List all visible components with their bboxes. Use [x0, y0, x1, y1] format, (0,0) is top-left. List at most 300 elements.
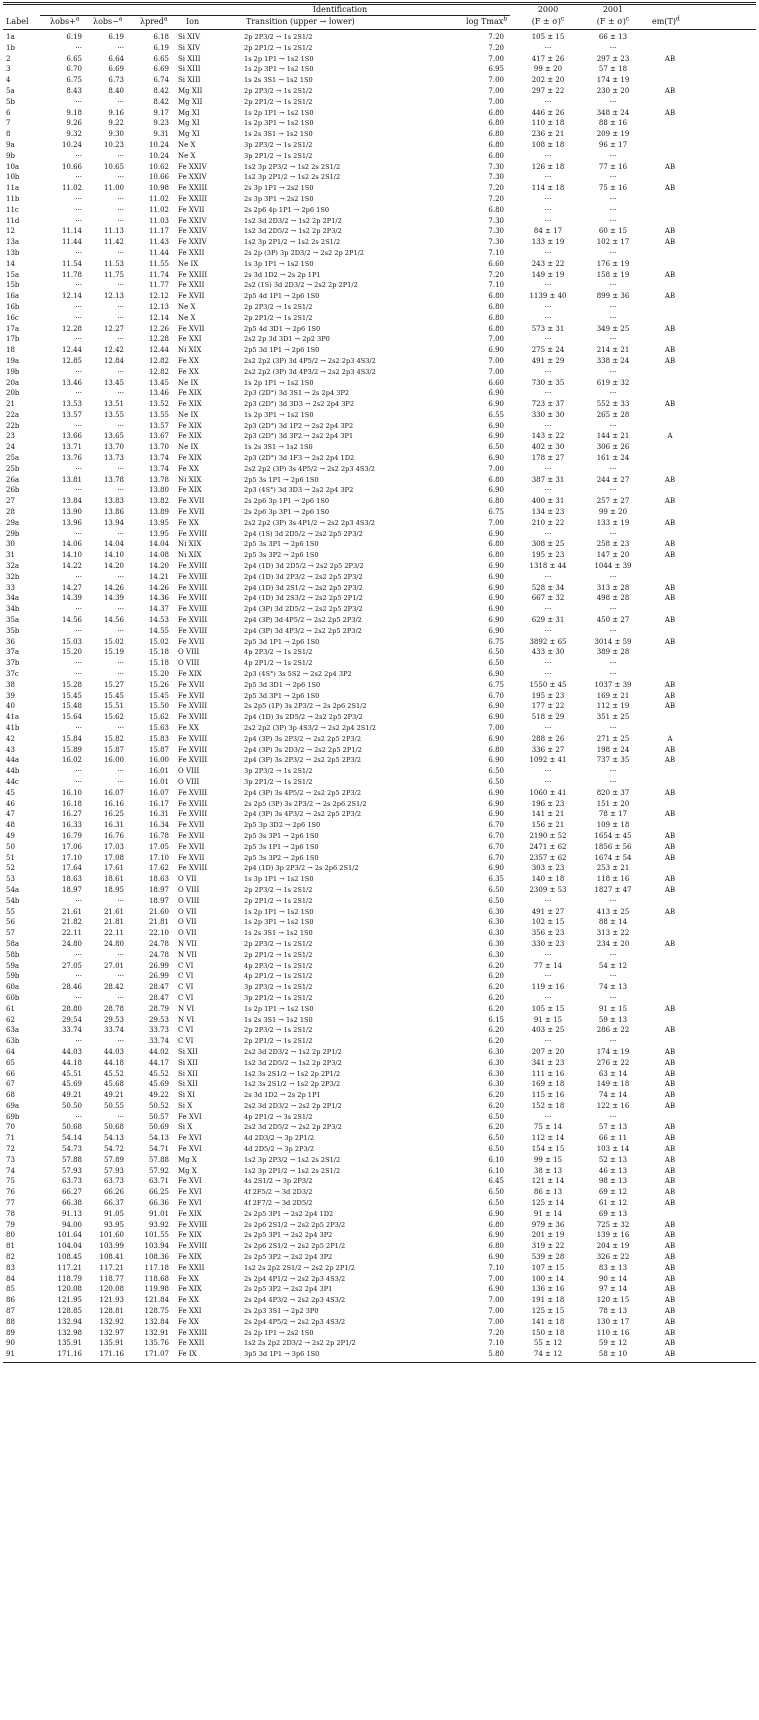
cell-transition: 4p 2P1/2 → 1s 2S1/2: [244, 659, 313, 668]
cell-transition: 2p5 3d 3D1 → 2p6 1S0: [244, 680, 321, 689]
cell-flux-2001: 725 ± 32: [596, 1220, 630, 1229]
cell-obs-plus: 66.38: [61, 1199, 82, 1208]
cell-logt: 6.50: [488, 1145, 504, 1154]
cell-label: 1b: [6, 43, 15, 52]
cell-flux-2001: 450 ± 27: [596, 616, 630, 625]
cell-em: AB: [664, 1188, 676, 1197]
cell-logt: 6.20: [488, 1037, 504, 1046]
cell-em: AB: [664, 788, 676, 797]
cell-obs-minus: ···: [117, 605, 124, 614]
cell-ion: Fe XX: [178, 464, 199, 473]
cell-transition: 1s 2p 3P1 → 1s2 1S0: [244, 65, 314, 74]
cell-em: AB: [664, 54, 676, 63]
cell-label: 89: [6, 1328, 15, 1337]
table-row: [0, 561, 759, 572]
table-body: [0, 32, 759, 1360]
cell-obs-plus: 63.73: [61, 1177, 82, 1186]
table-row: [0, 356, 759, 367]
cell-obs-plus: ···: [75, 97, 82, 106]
cell-obs-plus: 13.53: [61, 400, 82, 409]
table-row: [0, 75, 759, 86]
cell-transition: 1s2 3p 2P3/2 → 1s2 2s 2S1/2: [244, 162, 341, 171]
table-row: [0, 961, 759, 972]
cell-logt: 7.00: [488, 76, 504, 85]
cell-obs-plus: 16.79: [61, 831, 82, 840]
cell-pred: 17.05: [148, 842, 169, 851]
cell-flux-2000: 3892 ± 65: [529, 637, 567, 646]
cell-transition: 1s2 3p 2P1/2 → 1s2 2s 2S1/2: [244, 238, 341, 247]
cell-logt: 6.70: [488, 821, 504, 830]
table-row: [0, 723, 759, 734]
cell-pred: 16.01: [148, 767, 169, 776]
cell-logt: 6.30: [488, 1080, 504, 1089]
cell-transition: 2p4 (1D) 3d 2D5/2 → 2s2 2p5 2P3/2: [244, 562, 364, 571]
cell-flux-2001: 1654 ± 45: [594, 831, 632, 840]
cell-pred: 108.36: [144, 1253, 169, 1262]
cell-flux-2000: 154 ± 15: [531, 1145, 565, 1154]
cell-flux-2001: 122 ± 16: [596, 1101, 630, 1110]
cell-label: 50: [6, 842, 15, 851]
cell-ion: Fe XXII: [178, 1263, 205, 1272]
cell-transition: 2p4 (1D) 3d 2P3/2 → 2s2 2p5 2P3/2: [244, 572, 363, 581]
cell-label: 63a: [6, 1026, 20, 1035]
cell-obs-plus: 13.84: [61, 497, 82, 506]
table-row: [0, 237, 759, 248]
cell-flux-2000: ···: [544, 281, 552, 290]
cell-flux-2000: ···: [544, 205, 552, 214]
cell-obs-minus: 63.73: [103, 1177, 124, 1186]
cell-logt: 6.20: [488, 1026, 504, 1035]
cell-obs-plus: 17.06: [61, 842, 82, 851]
cell-label: 29a: [6, 518, 20, 527]
cell-logt: 6.20: [488, 961, 504, 970]
cell-obs-plus: 21.82: [61, 918, 82, 927]
table-row: [0, 378, 759, 389]
cell-label: 44c: [6, 777, 19, 786]
cell-logt: 5.80: [488, 1350, 504, 1359]
cell-pred: 93.92: [148, 1220, 169, 1229]
cell-obs-minus: 14.39: [103, 594, 124, 603]
table-row: [0, 54, 759, 65]
cell-em: AB: [664, 907, 676, 916]
cell-flux-2001: 338 ± 24: [596, 356, 630, 365]
cell-transition: 1s 2s 3S1 → 1s2 1S0: [244, 130, 313, 139]
cell-flux-2001: 214 ± 21: [596, 346, 630, 355]
cell-label: 38: [6, 680, 15, 689]
cell-logt: 6.20: [488, 1091, 504, 1100]
cell-obs-minus: ···: [117, 367, 124, 376]
cell-flux-2001: 110 ± 16: [596, 1328, 630, 1337]
cell-flux-2000: 330 ± 30: [531, 410, 565, 419]
table-row: [0, 43, 759, 54]
cell-ion: Fe XVIII: [178, 572, 208, 581]
cell-obs-minus: 12.27: [103, 324, 124, 333]
cell-flux-2001: 52 ± 13: [598, 1155, 628, 1164]
cell-label: 9a: [6, 140, 15, 149]
table-row: [0, 1284, 759, 1295]
cell-transition: 2p 2P1/2 → 1s 2S1/2: [244, 1037, 313, 1046]
cell-obs-minus: 57.93: [103, 1166, 124, 1175]
cell-flux-2000: 1060 ± 41: [529, 788, 567, 797]
cell-obs-minus: ···: [117, 1112, 124, 1121]
cell-obs-minus: ···: [117, 281, 124, 290]
cell-label: 76: [6, 1188, 15, 1197]
cell-obs-plus: 18.97: [61, 885, 82, 894]
flux-2000-heading: $(F \pm \sigma)^c$: [531, 15, 565, 26]
cell-logt: 7.30: [488, 227, 504, 236]
cell-flux-2000: ···: [544, 1037, 552, 1046]
cell-obs-plus: 121.95: [57, 1296, 82, 1305]
cell-label: 4: [6, 76, 11, 85]
cell-ion: Fe XX: [178, 1274, 199, 1283]
cell-obs-plus: 14.06: [61, 540, 82, 549]
cell-obs-minus: 12.13: [103, 292, 124, 301]
cell-obs-plus: 11.02: [61, 184, 82, 193]
cell-transition: 2p4 (1D) 3d 2S3/2 → 2s2 2p5 2P1/2: [244, 594, 363, 603]
cell-logt: 6.10: [488, 1166, 504, 1175]
cell-obs-plus: 16.27: [61, 810, 82, 819]
cell-flux-2001: 61 ± 12: [598, 1199, 628, 1208]
cell-transition: 2p 2P3/2 → 1s 2S1/2: [244, 885, 313, 894]
cell-transition: 1s 2p 1P1 → 1s2 1S0: [244, 378, 314, 387]
table-row: [0, 1155, 759, 1166]
cell-em: AB: [664, 551, 676, 560]
cell-label: 41a: [6, 713, 20, 722]
cell-obs-plus: 27.05: [61, 961, 82, 970]
cell-obs-minus: 13.78: [103, 475, 124, 484]
cell-transition: 2s 3p 1P1 → 2s2 1S0: [244, 184, 314, 193]
cell-pred: 45.52: [148, 1069, 169, 1078]
cell-transition: 2p4 (1S) 3d 2D5/2 → 2s2 2p5 2P3/2: [244, 529, 363, 538]
cell-obs-plus: ···: [75, 313, 82, 322]
cell-logt: 7.00: [488, 464, 504, 473]
table-row: [0, 1198, 759, 1209]
cell-ion: Fe XX: [178, 367, 199, 376]
cell-flux-2000: 121 ± 14: [531, 1177, 565, 1186]
cell-flux-2001: 151 ± 20: [596, 799, 630, 808]
cell-ion: Fe XVI: [178, 1188, 202, 1197]
cell-pred: 13.57: [148, 421, 169, 430]
cell-flux-2001: 1827 ± 47: [594, 885, 632, 894]
cell-obs-minus: ···: [117, 464, 124, 473]
cell-obs-plus: 50.68: [61, 1123, 82, 1132]
cell-obs-plus: 54.73: [61, 1145, 82, 1154]
cell-flux-2000: 99 ± 20: [533, 65, 563, 74]
cell-flux-2001: 98 ± 13: [598, 1177, 628, 1186]
cell-label: 78: [6, 1209, 15, 1218]
cell-logt: 6.50: [488, 659, 504, 668]
cell-obs-plus: 57.88: [61, 1155, 82, 1164]
cell-flux-2000: ···: [544, 313, 552, 322]
table-row: [0, 1209, 759, 1220]
cell-em: AB: [664, 702, 676, 711]
year-2000-heading: 2000: [537, 5, 559, 14]
bottom-rule: [3, 1362, 756, 1363]
cell-ion: O VIII: [178, 885, 200, 894]
cell-ion: Mg XI: [178, 130, 200, 139]
cell-transition: 1s 2p 1P1 → 1s2 1S0: [244, 54, 314, 63]
cell-flux-2000: 195 ± 23: [531, 551, 565, 560]
cell-ion: Si XI: [178, 1091, 196, 1100]
year-2001-heading: 2001: [602, 5, 624, 14]
cell-ion: Si XIV: [178, 43, 201, 52]
table-row: [0, 896, 759, 907]
cell-label: 65: [6, 1058, 15, 1067]
cell-logt: 6.50: [488, 896, 504, 905]
cell-obs-minus: 54.13: [103, 1134, 124, 1143]
cell-logt: 7.00: [488, 1317, 504, 1326]
table-row: [0, 162, 759, 173]
cell-ion: Fe XVII: [178, 637, 205, 646]
cell-flux-2000: ···: [544, 993, 552, 1002]
cell-flux-2001: 109 ± 18: [596, 821, 630, 830]
cell-logt: 7.00: [488, 97, 504, 106]
cell-flux-2000: 125 ± 14: [531, 1199, 565, 1208]
table-row: [0, 399, 759, 410]
cell-label: 29b: [6, 529, 20, 538]
table-row: [0, 86, 759, 97]
cell-transition: 4s 2S1/2 → 3p 2P3/2: [244, 1177, 313, 1186]
cell-flux-2001: 46 ± 13: [598, 1166, 628, 1175]
cell-pred: 50.69: [148, 1123, 169, 1132]
cell-obs-minus: ···: [117, 421, 124, 430]
cell-logt: 6.90: [488, 1285, 504, 1294]
cell-flux-2001: ···: [609, 993, 617, 1002]
cell-pred: 13.70: [148, 443, 169, 452]
pred-heading: λpred$^a$: [140, 15, 168, 26]
cell-flux-2001: ···: [609, 950, 617, 959]
cell-obs-minus: 13.83: [103, 497, 124, 506]
cell-em: AB: [664, 583, 676, 592]
table-row: [0, 1036, 759, 1047]
cell-flux-2000: ···: [544, 216, 552, 225]
cell-flux-2000: 195 ± 23: [531, 691, 565, 700]
table-row: [0, 799, 759, 810]
cell-logt: 6.50: [488, 767, 504, 776]
cell-pred: 11.02: [148, 194, 169, 203]
cell-flux-2001: 174 ± 19: [596, 76, 630, 85]
cell-obs-minus: 13.94: [103, 518, 124, 527]
cell-transition: 2p 2P1/2 → 1s 2S1/2: [244, 313, 313, 322]
cell-obs-minus: 66.26: [103, 1188, 124, 1197]
cell-logt: 6.50: [488, 1134, 504, 1143]
table-row: [0, 1025, 759, 1036]
cell-flux-2000: 108 ± 18: [531, 140, 565, 149]
cell-flux-2001: 74 ± 13: [598, 983, 628, 992]
cell-label: 32a: [6, 562, 20, 571]
cell-pred: 13.82: [148, 497, 169, 506]
cell-ion: Ne IX: [178, 443, 199, 452]
cell-obs-plus: 6.75: [66, 76, 82, 85]
cell-transition: 4d 2D5/2 → 3p 2P3/2: [244, 1145, 315, 1154]
table-row: [0, 658, 759, 669]
cell-ion: Fe XVI: [178, 1199, 202, 1208]
cell-logt: 6.90: [488, 864, 504, 873]
cell-flux-2000: ···: [544, 151, 552, 160]
cell-obs-plus: 50.50: [61, 1101, 82, 1110]
table-row: [0, 1166, 759, 1177]
cell-flux-2001: 118 ± 16: [596, 875, 630, 884]
table-row: [0, 604, 759, 615]
cell-em: AB: [664, 292, 676, 301]
table-row: [0, 248, 759, 259]
cell-flux-2001: 286 ± 22: [596, 1026, 630, 1035]
cell-label: 72: [6, 1145, 15, 1154]
cell-flux-2001: 139 ± 16: [596, 1231, 630, 1240]
cell-obs-plus: ···: [75, 777, 82, 786]
table-row: [0, 1220, 759, 1231]
cell-transition: 4f 2F5/2 → 3d 2D3/2: [244, 1188, 313, 1197]
cell-obs-minus: ···: [117, 389, 124, 398]
cell-em: AB: [664, 1145, 676, 1154]
cell-em: AB: [664, 616, 676, 625]
cell-obs-minus: 12.42: [103, 346, 124, 355]
cell-label: 25a: [6, 454, 20, 463]
cell-obs-minus: ···: [117, 972, 124, 981]
cell-obs-plus: 28.46: [61, 983, 82, 992]
cell-flux-2000: ···: [544, 777, 552, 786]
cell-pred: 28.47: [148, 993, 169, 1002]
cell-flux-2001: ···: [609, 173, 617, 182]
cell-transition: 2p4 (3P) 3s 2D3/2 → 2s2 2p5 2P1/2: [244, 745, 362, 754]
cell-flux-2000: 402 ± 30: [531, 443, 565, 452]
cell-logt: 6.50: [488, 443, 504, 452]
cell-flux-2000: 99 ± 15: [533, 1155, 563, 1164]
cell-ion: Fe XVII: [178, 831, 205, 840]
cell-logt: 6.75: [488, 680, 504, 689]
cell-logt: 6.30: [488, 1069, 504, 1078]
cell-obs-minus: 21.61: [103, 907, 124, 916]
cell-logt: 7.10: [488, 1339, 504, 1348]
cell-ion: Fe XVIII: [178, 713, 208, 722]
cell-logt: 7.20: [488, 194, 504, 203]
cell-logt: 6.80: [488, 205, 504, 214]
cell-em: AB: [664, 691, 676, 700]
cell-obs-minus: ···: [117, 216, 124, 225]
cell-label: 34a: [6, 594, 20, 603]
cell-logt: 6.90: [488, 626, 504, 635]
cell-obs-minus: 17.61: [103, 864, 124, 873]
cell-flux-2001: ···: [609, 1112, 617, 1121]
cell-pred: 21.81: [148, 918, 169, 927]
cell-ion: Ne IX: [178, 378, 199, 387]
cell-flux-2000: ···: [544, 529, 552, 538]
cell-obs-plus: 13.76: [61, 454, 82, 463]
cell-ion: Fe XVII: [178, 842, 205, 851]
cell-pred: 33.73: [148, 1026, 169, 1035]
cell-logt: 6.35: [488, 875, 504, 884]
cell-flux-2001: ···: [609, 248, 617, 257]
cell-ion: O VIII: [178, 896, 200, 905]
cell-label: 55: [6, 907, 15, 916]
cell-flux-2000: ···: [544, 367, 552, 376]
cell-logt: 6.50: [488, 1199, 504, 1208]
cell-pred: 11.55: [148, 259, 169, 268]
cell-transition: 1s 2p 1P1 → 1s2 1S0: [244, 1004, 314, 1013]
cell-flux-2000: ···: [544, 950, 552, 959]
cell-flux-2001: 58 ± 10: [598, 1350, 628, 1359]
cell-em: AB: [664, 1123, 676, 1132]
cell-pred: 28.79: [148, 1004, 169, 1013]
cell-obs-plus: 9.18: [66, 108, 82, 117]
cell-obs-plus: ···: [75, 767, 82, 776]
cell-obs-minus: ···: [117, 659, 124, 668]
table-row: [0, 1263, 759, 1274]
cell-pred: 63.71: [148, 1177, 169, 1186]
cell-obs-minus: 15.02: [103, 637, 124, 646]
cell-logt: 7.00: [488, 54, 504, 63]
cell-em: AB: [664, 356, 676, 365]
cell-label: 82: [6, 1253, 15, 1262]
cell-flux-2001: 69 ± 12: [598, 1188, 628, 1197]
cell-transition: 2p4 (3P) 3s 4P3/2 → 2s2 2p5 2P3/2: [244, 810, 362, 819]
cell-flux-2001: 899 ± 36: [596, 292, 630, 301]
cell-obs-plus: 14.10: [61, 551, 82, 560]
cell-em: AB: [664, 810, 676, 819]
cell-pred: 16.78: [148, 831, 169, 840]
cell-flux-2001: 83 ± 13: [598, 1263, 628, 1272]
cell-em: A: [667, 734, 673, 743]
cell-obs-minus: 17.08: [103, 853, 124, 862]
cell-obs-minus: 33.74: [103, 1026, 124, 1035]
cell-logt: 6.90: [488, 1253, 504, 1262]
cell-ion: Fe XX: [178, 724, 199, 732]
cell-logt: 6.75: [488, 508, 504, 517]
cell-logt: 6.80: [488, 745, 504, 754]
cell-label: 16b: [6, 302, 20, 311]
cell-obs-plus: ···: [75, 724, 82, 732]
cell-transition: 2p4 (1D) 3p 2P3/2 → 2s 2p6 2S1/2: [244, 864, 359, 873]
cell-ion: N VII: [178, 939, 197, 948]
cell-obs-plus: 28.80: [61, 1004, 82, 1013]
cell-em: AB: [664, 637, 676, 646]
cell-ion: Mg X: [178, 1166, 197, 1175]
table-row: [0, 993, 759, 1004]
flux-2001-heading: $(F \pm \sigma)^c$: [596, 15, 630, 26]
cell-obs-minus: 45.52: [103, 1069, 124, 1078]
cell-logt: 6.15: [488, 1015, 504, 1024]
cell-obs-plus: 132.94: [57, 1317, 82, 1326]
cell-pred: 15.18: [148, 659, 169, 668]
cell-pred: 18.63: [148, 875, 169, 884]
cell-pred: 50.52: [148, 1101, 169, 1110]
cell-transition: 1s2 2s 2p2 2D3/2 → 2s2 2p 2P1/2: [244, 1339, 356, 1348]
cell-transition: 4p 2P1/2 → 1s 2S1/2: [244, 972, 313, 981]
cell-obs-plus: 118.79: [57, 1274, 82, 1283]
cell-pred: 13.45: [148, 378, 169, 387]
cell-ion: Fe XVII: [178, 205, 205, 214]
cell-label: 27: [6, 497, 15, 506]
cell-pred: 9.31: [153, 130, 169, 139]
cell-ion: Fe XVIII: [178, 605, 208, 614]
cell-flux-2000: 125 ± 15: [531, 1307, 565, 1316]
cell-obs-minus: 135.91: [99, 1339, 124, 1348]
cell-ion: Fe XXIV: [178, 173, 207, 182]
cell-ion: Fe XIX: [178, 670, 202, 679]
cell-flux-2001: 78 ± 17: [598, 810, 628, 819]
cell-flux-2000: 629 ± 31: [531, 616, 565, 625]
cell-ion: Fe XVII: [178, 497, 205, 506]
cell-obs-minus: 8.40: [108, 86, 124, 95]
cell-em: AB: [664, 680, 676, 689]
cell-transition: 4p 2P1/2 → 3s 2S1/2: [244, 1112, 313, 1121]
cell-ion: Fe XVII: [178, 853, 205, 862]
cell-flux-2001: 498 ± 28: [596, 594, 630, 603]
table-row: [0, 302, 759, 313]
cell-pred: 15.20: [148, 670, 169, 679]
cell-label: 77: [6, 1199, 15, 1208]
table-row: [0, 1349, 759, 1360]
